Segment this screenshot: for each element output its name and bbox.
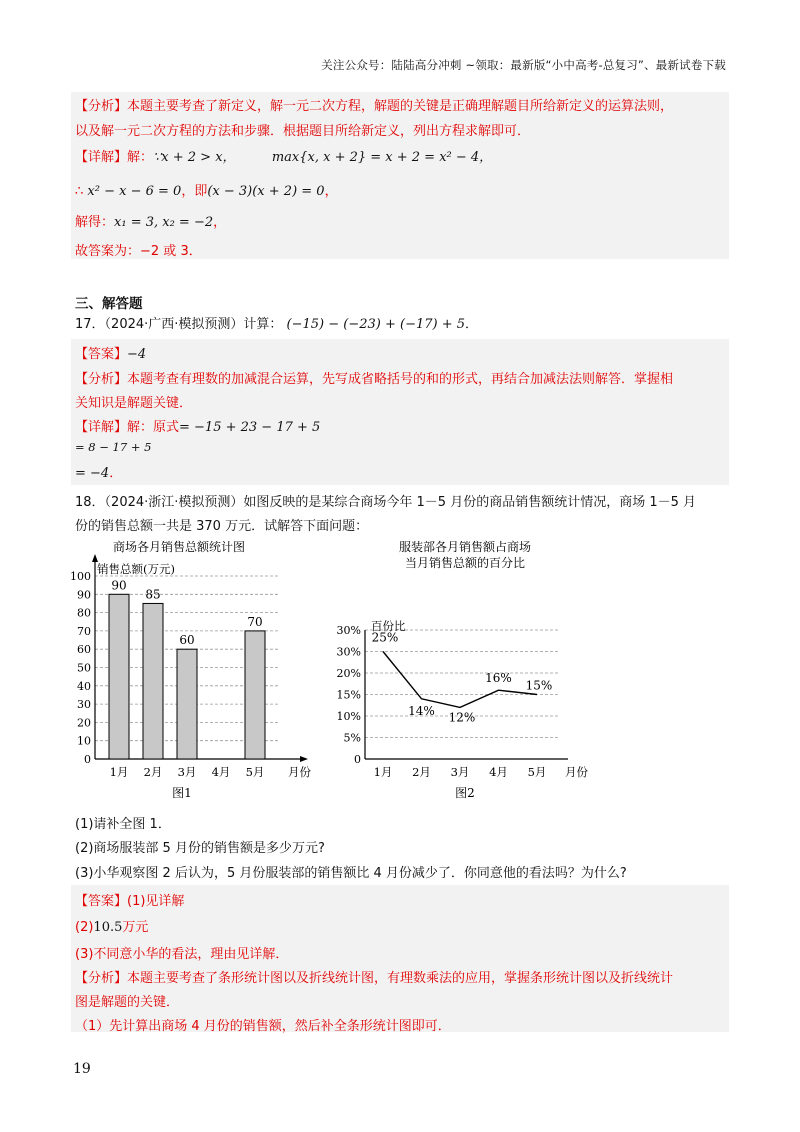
chart2-title-line2: 当月销售总额的百分比 <box>404 556 526 570</box>
chart1-xtick-label: 4月 <box>211 765 231 779</box>
chart1-data-label: 85 <box>145 587 161 602</box>
chart2-xtick-label: 5月 <box>527 765 547 779</box>
q18-stem-line1: 18．（2024·浙江·模拟预测）如图反映的是某综合商场今年 1－5 月份的商品销售额统计情况，商场 1－5 月 <box>75 495 697 510</box>
equation-2-end: ， <box>324 184 338 199</box>
chart1-bar <box>109 594 129 759</box>
q17-step3-math: = −4 <box>75 466 110 481</box>
q17-answer-label: 【答案】 <box>75 347 128 362</box>
q17-detail-math: = −15 + 23 − 17 + 5 <box>179 420 321 435</box>
answer-16-end: ． <box>188 244 202 259</box>
detail-16-line3 <box>75 211 226 230</box>
q18-ans1: 【答案】(1)见详解 <box>75 894 185 909</box>
q17-stem <box>75 313 478 332</box>
q17-stem-end: ． <box>465 317 479 332</box>
detail-16-line2 <box>75 180 338 199</box>
q17-analysis-line1: 【分析】本题考查有理数的加减混合运算，先写成省略括号的和的形式，再结合加减法法则解答．掌握相 <box>75 372 674 387</box>
q17-detail <box>75 416 320 435</box>
chart2-data-label: 12% <box>448 710 476 725</box>
equation-2: (x − 3)(x + 2) = 0 <box>207 184 325 199</box>
section-heading: 三、解答题 <box>75 296 143 312</box>
q18-sub3: (3)小华观察图 2 后认为，5 月份服装部的销售额比 4 月份减少了．你同意他的看法吗？为什么? <box>75 866 627 881</box>
q18-ans2-value: 10.5 <box>93 920 123 935</box>
chart1-bar <box>245 631 265 759</box>
chart2-data-label: 16% <box>485 671 512 686</box>
chart1-title: 商场各月销售总额统计图 <box>113 540 246 554</box>
chart1-ytick-label: 60 <box>77 643 91 657</box>
chart1-ytick-label: 40 <box>77 679 91 693</box>
q18-ans2-unit: 万元 <box>122 920 149 935</box>
detail-math-1: ∵x + 2 > x， <box>153 150 236 165</box>
equation-1: x² − x − 6 = 0 <box>87 184 182 199</box>
chart1-ytick-label: 10 <box>77 734 91 748</box>
answer-16-prefix: 故答案为： <box>75 244 141 259</box>
answer-16-line <box>75 240 202 259</box>
chart1-caption: 图1 <box>172 786 192 800</box>
chart2-xtick-label: 2月 <box>412 765 431 779</box>
solution-block-16 <box>71 92 729 259</box>
answer-16-value: −2 或 3 <box>140 244 189 259</box>
q17-step2: = 8 − 17 + 5 <box>75 440 152 454</box>
chart2-xtick-label: 1月 <box>373 765 393 779</box>
q17-answer-value: −4 <box>127 347 147 362</box>
chart1-xtick-label: 1月 <box>109 765 129 779</box>
chart2-ytick-label: 0 <box>354 753 361 766</box>
chart2-xlabel: 月份 <box>565 765 588 779</box>
chart1-ytick-label: 100 <box>70 570 91 583</box>
page-header: 关注公众号：陆陆高分冲刺 ~领取：最新版“小中高考-总复习”、最新试卷下载 <box>321 58 726 72</box>
q18-ans3: (3)不同意小华的看法，理由见详解． <box>75 947 289 962</box>
chart2-series-line <box>383 652 537 708</box>
chart2-title-line1: 服装部各月销售额占商场 <box>398 540 532 554</box>
detail-math-2: max{x, x + 2} = x + 2 = x² − 4， <box>271 150 493 165</box>
therefore-symbol: ∴ <box>75 184 84 199</box>
q17-step3 <box>75 462 122 481</box>
chart1-ytick-label: 20 <box>77 716 91 730</box>
chart1-data-label: 60 <box>179 633 195 648</box>
q17-step3-end: ． <box>109 466 123 481</box>
q18-analysis-line3: （1）先计算出商场 4 月份的销售额，然后补全条形统计图即可． <box>75 1019 451 1034</box>
solve-end: ， <box>213 215 227 230</box>
chart1-bar <box>143 603 163 759</box>
analysis-16-line2: 以及解一元二次方程的方法和步骤．根据题目所给新定义，列出方程求解即可． <box>75 124 531 139</box>
chart1-ytick-label: 50 <box>77 661 91 675</box>
q17-answer <box>75 343 146 362</box>
chart2-xtick-label: 4月 <box>489 765 508 779</box>
chart1-ytick-label: 30 <box>77 698 91 712</box>
q18-stem-line2: 份的销售总额一共是 370 万元．试解答下面问题： <box>75 519 369 534</box>
q18-sub1: (1)请补全图 1． <box>75 817 171 832</box>
chart1-data-label: 90 <box>111 578 127 593</box>
chart2-data-label: 14% <box>408 703 435 718</box>
solution-block-17 <box>71 339 729 485</box>
chart1-xtick-label: 5月 <box>245 765 265 779</box>
chart2-ylabel: 百份比 <box>371 619 406 633</box>
page-number: 19 <box>73 1061 91 1077</box>
chart1-xlabel: 月份 <box>288 765 311 779</box>
q18-analysis-line2: 图是解题的关键． <box>75 995 180 1010</box>
chart2-ytick-label: 20% <box>336 667 361 680</box>
line-chart-figure-2 <box>330 535 600 805</box>
chart2-ytick-label: 30% <box>336 624 361 637</box>
solve-label: 解得： <box>75 215 115 230</box>
q18-ans2-prefix: (2) <box>75 920 94 935</box>
chart2-xtick-label: 3月 <box>450 765 470 779</box>
q17-analysis-line2: 关知识是解题关键． <box>75 396 193 411</box>
chart2-data-label: 15% <box>525 678 553 693</box>
detail-16-line1 <box>75 146 492 165</box>
q17-stem-text: 17．（2024·广西·模拟预测）计算： <box>75 317 283 332</box>
solve-math: x₁ = 3, x₂ = −2 <box>114 215 214 230</box>
chart2-ytick-label: 10% <box>336 710 361 723</box>
chart1-y-arrow <box>92 554 98 562</box>
chart2-ytick-label: 5% <box>343 731 361 745</box>
chart1-bar <box>177 649 197 759</box>
chart1-ytick-label: 70 <box>77 624 91 638</box>
chart1-x-arrow <box>300 756 308 762</box>
chart1-ytick-label: 90 <box>77 588 91 602</box>
equation-1-mid: ，即 <box>181 184 208 199</box>
chart2-ytick-label: 15% <box>336 688 361 702</box>
chart1-ylabel: 销售总额(万元) <box>97 562 175 576</box>
q17-stem-math: (−15) − (−23) + (−17) + 5 <box>286 317 466 332</box>
chart1-ytick-label: 0 <box>84 753 91 766</box>
q18-ans2 <box>75 916 148 935</box>
chart1-xtick-label: 2月 <box>143 765 163 779</box>
detail-label: 【详解】解： <box>75 150 154 165</box>
chart1-ytick-label: 80 <box>77 606 91 620</box>
q17-detail-label: 【详解】解：原式 <box>75 420 180 435</box>
analysis-16-line1: 【分析】本题主要考查了新定义，解一元二次方程，解题的关键是正确理解题目所给新定义的运算法则， <box>75 99 674 114</box>
q18-sub2: (2)商场服装部 5 月份的销售额是多少万元? <box>75 841 325 856</box>
chart1-data-label: 70 <box>247 614 263 629</box>
chart2-caption: 图2 <box>455 786 475 800</box>
chart2-data-label: 25% <box>371 630 399 645</box>
q18-analysis-line1: 【分析】本题主要考查了条形统计图以及折线统计图，有理数乘法的应用，掌握条形统计图以及折线统计 <box>75 971 674 986</box>
bar-chart-figure-1 <box>60 535 330 805</box>
chart2-ytick-label: 30% <box>336 645 361 659</box>
chart1-xtick-label: 3月 <box>177 765 197 779</box>
